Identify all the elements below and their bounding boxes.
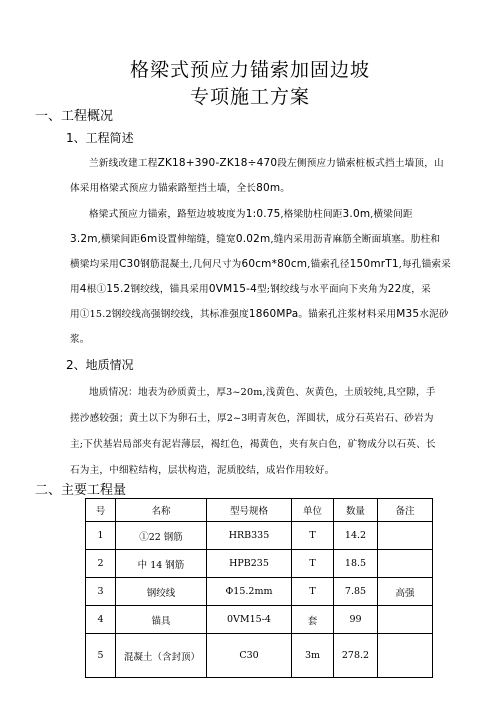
table-cell: 3m xyxy=(292,634,334,678)
table-cell: 钢绞线 xyxy=(116,578,207,606)
table-cell: 18.5 xyxy=(334,550,378,578)
table-cell: 0VM15-4 xyxy=(207,606,292,634)
paragraph-line: 主;下伏基岩局部夹有泥岩薄层，褐红色，褐黄色，夹有灰白色，矿物成分以石英、长 xyxy=(70,439,436,450)
document-title-line-1: 格梁式预应力锚索加固边坡 xyxy=(129,59,370,81)
table-row xyxy=(86,522,433,550)
header-cell: 名称 xyxy=(116,499,207,522)
table-cell: 套 xyxy=(292,606,334,634)
table-cell: 混凝土（含封顶） xyxy=(116,634,207,678)
table-cell xyxy=(378,550,433,578)
table-row xyxy=(86,634,433,678)
table-cell: 14.2 xyxy=(334,522,378,550)
table-cell: T xyxy=(292,550,334,578)
table-cell: 278.2 xyxy=(334,634,378,678)
table-cell: T xyxy=(292,578,334,606)
table-cell: Φ15.2mm xyxy=(207,578,292,606)
paragraph-line: 地质情况：地表为砂质黄土，厚3~20m,浅黄色、灰黄色，土质较纯,具空隙，手 xyxy=(89,387,436,398)
paragraph-line: 石为主，中细粒结构，层状构造，泥质胶结，成岩作用较好。 xyxy=(70,465,335,476)
header-cell: 号 xyxy=(86,499,116,522)
table-cell: 4 xyxy=(86,606,116,634)
quantities-table xyxy=(85,498,433,678)
table-cell: 高强 xyxy=(378,578,433,606)
paragraph-line: 格梁式预应力锚索，路堑边坡坡度为1:0.75,格梁肋柱间距3.0m,横梁间距 xyxy=(89,208,413,220)
table-cell: 锚具 xyxy=(116,606,207,634)
header-cell: 型号规格 xyxy=(207,499,292,522)
table-cell: HRB335 xyxy=(207,522,292,550)
table-cell: C30 xyxy=(207,634,292,678)
section-heading-overview: 一、工程概况 xyxy=(35,109,114,124)
paragraph-line: 用①15.2钢绞线高强钢绞线，其标准强度1860MPa。锚索孔注浆材料采用M35水泥砂 xyxy=(70,308,449,320)
table-row xyxy=(86,550,433,578)
paragraph-line: 浆。 xyxy=(70,334,90,345)
table-cell: 1 xyxy=(86,522,116,550)
paragraph-line: 用4根①15.2钢绞线，锚具采用0VM15-4型;钢绞线与水平面向下夹角为22度，采 xyxy=(70,283,431,295)
paragraph-line: 体采用格梁式预应力锚索路堑挡土墙，全长80m。 xyxy=(70,182,291,194)
table-header-row xyxy=(86,499,433,522)
subsection-heading-geology: 2、地质情况 xyxy=(66,358,134,372)
table-cell: ①22 钢筋 xyxy=(116,522,207,550)
paragraph-line: 3.2m,横梁间距6m设置伸缩缝，缝宽0.02m,缝内采用沥青麻筋全断面填塞。肋柱和 xyxy=(70,233,441,245)
table-cell: 3 xyxy=(86,578,116,606)
table-cell xyxy=(378,522,433,550)
table-cell: 5 xyxy=(86,634,116,678)
table-cell xyxy=(378,634,433,678)
header-cell: 备注 xyxy=(378,499,433,522)
table-cell: T xyxy=(292,522,334,550)
table-cell: 中 14 钢筋 xyxy=(116,550,207,578)
table-cell xyxy=(378,606,433,634)
table-cell: 2 xyxy=(86,550,116,578)
paragraph-line: 搓沙感较强；黄土以下为卵石土，厚2~3明青灰色，浑圆状，成分石英岩石、砂岩为 xyxy=(70,413,434,424)
paragraph-line: 兰新线改建工程ZK18+390-ZK18÷470段左侧预应力锚索桩板式挡土墙顶，山 xyxy=(89,157,444,169)
table-cell: 7.85 xyxy=(334,578,378,606)
subsection-heading-brief: 1、工程简述 xyxy=(66,131,134,145)
table-row xyxy=(86,578,433,606)
paragraph-line: 横梁均采用C30钢筋混凝土,几何尺寸为60cm*80cm,锚索孔径150mrT1,每孔锚索采 xyxy=(70,258,451,270)
table-cell: 99 xyxy=(334,606,378,634)
document-title-line-2: 专项施工方案 xyxy=(189,86,310,108)
table-cell: HPB235 xyxy=(207,550,292,578)
header-cell: 数量 xyxy=(334,499,378,522)
table-row xyxy=(86,606,433,634)
header-cell: 单位 xyxy=(292,499,334,522)
section-heading-quantities: 二、主要工程量 xyxy=(35,483,127,498)
